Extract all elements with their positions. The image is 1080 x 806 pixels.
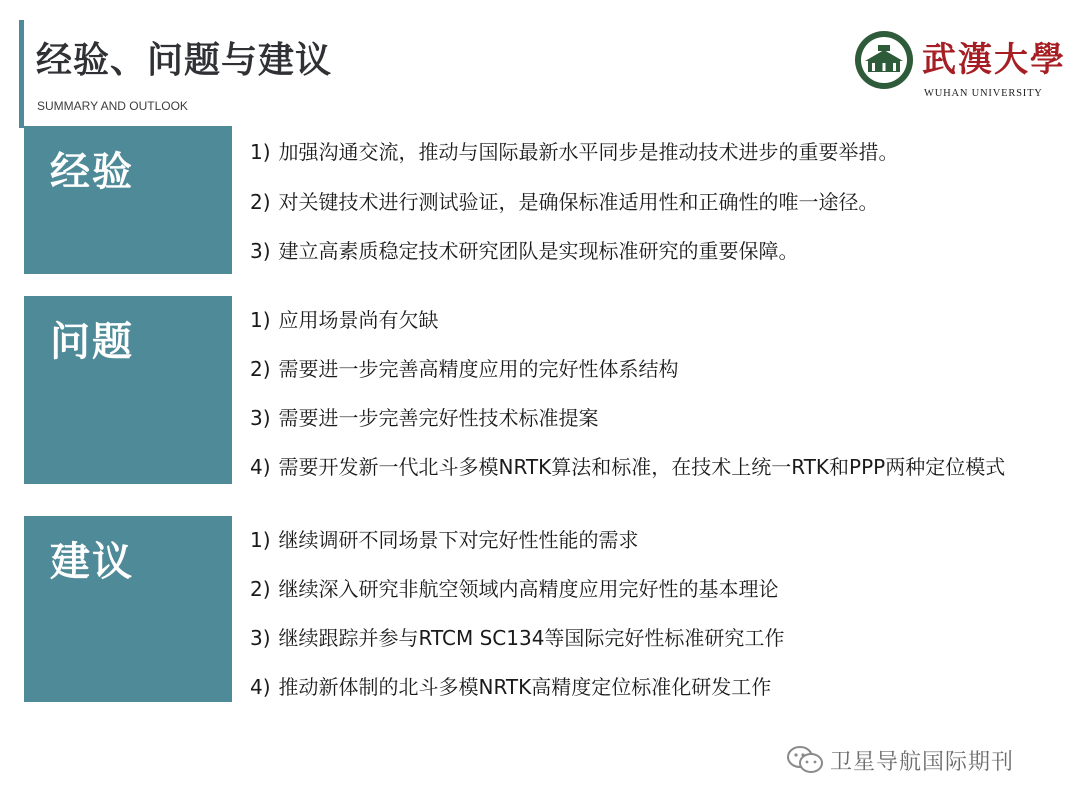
list-item xyxy=(250,353,679,382)
item-number: 1) xyxy=(250,528,271,552)
list-item xyxy=(250,402,599,431)
section-label-box xyxy=(24,516,232,702)
item-text: 推动新体制的北斗多模NRTK高精度定位标准化研发工作 xyxy=(278,675,772,699)
item-number: 4) xyxy=(250,455,271,479)
section-label-box xyxy=(24,296,232,484)
wechat-icon xyxy=(786,745,824,775)
item-text: 继续跟踪并参与RTCM SC134等国际完好性标准研究工作 xyxy=(278,626,785,650)
item-number: 1) xyxy=(250,140,271,164)
section-label: 经验 xyxy=(50,149,134,195)
item-text: 需要进一步完善完好性技术标准提案 xyxy=(278,406,599,430)
item-number: 2) xyxy=(250,190,271,214)
section-suggestions xyxy=(24,516,1054,702)
university-logo xyxy=(854,30,1066,104)
university-name-cn: 武漢大學 xyxy=(922,40,1066,80)
list-item xyxy=(250,136,899,165)
title-accent-bar xyxy=(19,20,24,128)
item-text: 继续深入研究非航空领域内高精度应用完好性的基本理论 xyxy=(278,577,779,601)
page-title: 经验、问题与建议 xyxy=(36,40,333,81)
item-text: 继续调研不同场景下对完好性性能的需求 xyxy=(278,528,639,552)
list-item xyxy=(250,622,784,651)
item-text: 需要进一步完善高精度应用的完好性体系结构 xyxy=(278,357,679,381)
section-label: 建议 xyxy=(50,539,134,585)
list-item xyxy=(250,451,1005,480)
item-number: 3) xyxy=(250,406,271,430)
item-text: 加强沟通交流，推动与国际最新水平同步是推动技术进步的重要举措。 xyxy=(278,140,899,164)
item-text: 对关键技术进行测试验证，是确保标准适用性和正确性的唯一途径。 xyxy=(278,190,879,214)
item-text: 建立高素质稳定技术研究团队是实现标准研究的重要保障。 xyxy=(278,239,799,263)
list-item xyxy=(250,524,639,553)
university-name-en: WUHAN UNIVERSITY xyxy=(924,88,1043,99)
section-label-box xyxy=(24,126,232,274)
item-number: 3) xyxy=(250,626,271,650)
item-number: 1) xyxy=(250,308,271,332)
watermark-text: 卫星导航国际期刊 xyxy=(830,749,1015,775)
page-subtitle: SUMMARY AND OUTLOOK xyxy=(37,99,188,113)
item-text: 需要开发新一代北斗多模NRTK算法和标准，在技术上统一RTK和PPP两种定位模式 xyxy=(278,455,1006,479)
item-number: 2) xyxy=(250,577,271,601)
wechat-watermark xyxy=(786,744,1014,776)
list-item xyxy=(250,671,771,700)
item-text: 应用场景尚有欠缺 xyxy=(278,308,439,332)
item-number: 3) xyxy=(250,239,271,263)
list-item xyxy=(250,235,799,264)
section-problems xyxy=(24,296,1054,484)
list-item xyxy=(250,186,879,215)
section-label: 问题 xyxy=(50,319,134,365)
section-experience xyxy=(24,126,1054,274)
list-item xyxy=(250,573,779,602)
list-item xyxy=(250,304,439,333)
university-seal-icon xyxy=(854,30,914,90)
item-number: 2) xyxy=(250,357,271,381)
item-number: 4) xyxy=(250,675,271,699)
